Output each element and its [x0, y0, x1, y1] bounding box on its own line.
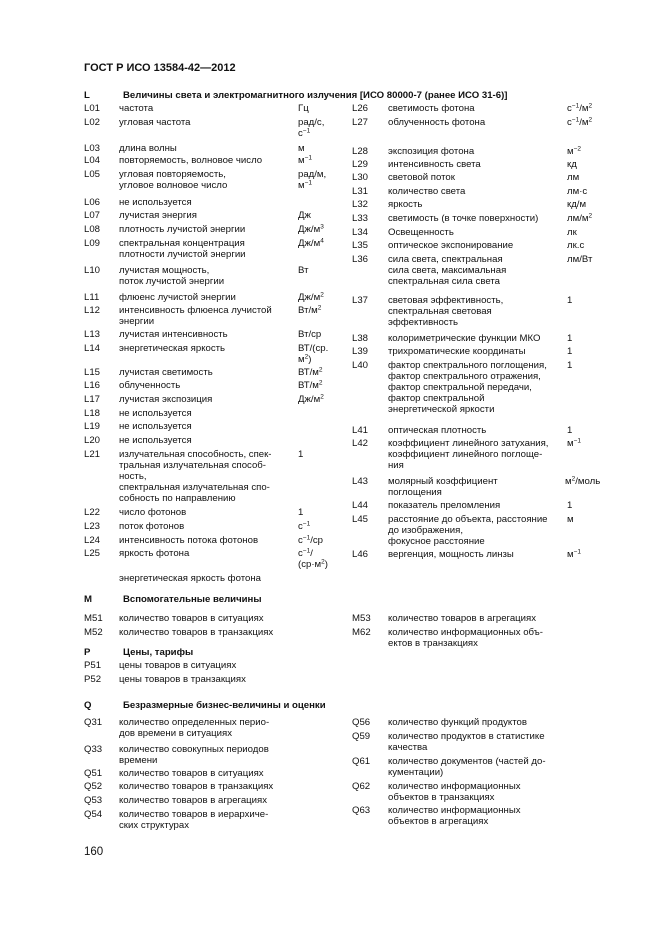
row-name: ность,: [119, 471, 147, 482]
row-code: L08: [84, 224, 101, 235]
row-name: угловое волновое число: [119, 180, 228, 191]
row-code: L23: [84, 521, 101, 532]
row-unit: $Дж/м^4$: [298, 237, 324, 249]
row-name: фактор спектрального поглощения,: [388, 360, 547, 371]
row-name: количество информационных объ-: [388, 627, 543, 638]
row-name: количество информационных: [388, 805, 521, 816]
row-code: L25: [84, 548, 101, 559]
row-unit: $м^{-1}$: [298, 179, 313, 191]
row-unit: ВТ/(ср.: [298, 343, 329, 354]
row-name: лучистая интенсивность: [119, 329, 228, 340]
row-name: ния: [388, 460, 404, 471]
row-unit: кд: [567, 159, 577, 170]
row-code: L30: [352, 172, 369, 183]
row-code: L36: [352, 254, 369, 265]
row-code: L15: [84, 367, 101, 378]
row-name: световая эффективность,: [388, 295, 504, 306]
row-name: дов времени в ситуациях: [119, 728, 233, 739]
row-unit: $Дж/м^2$: [298, 393, 324, 405]
row-code: L12: [84, 305, 101, 316]
row-code: L43: [352, 476, 369, 487]
row-name: количество информационных: [388, 781, 521, 792]
row-unit: $с^{-1}/$: [298, 547, 313, 559]
row-name: спектральная концентрация: [119, 238, 245, 249]
row-name: оптическая плотность: [388, 425, 487, 436]
row-name: сила света, спектральная: [388, 254, 503, 265]
row-name: облученность фотона: [388, 117, 486, 128]
row-unit: 1: [567, 425, 573, 436]
row-code: L04: [84, 155, 101, 166]
row-name: флюенс лучистой энергии: [119, 292, 236, 303]
row-code: L21: [84, 449, 101, 460]
row-code: Q63: [352, 805, 371, 816]
row-unit: 1: [567, 360, 573, 371]
row-unit: $(ср\cdot м^2)$: [298, 558, 328, 570]
row-unit: Гц: [298, 103, 309, 114]
row-unit: $с^{-1}$: [298, 520, 311, 532]
row-name: энергетическая яркость фотона: [119, 573, 261, 584]
section-P-letter: P: [84, 647, 91, 658]
row-name: яркость фотона: [119, 548, 190, 559]
row-name: кументации): [388, 767, 444, 778]
row-name: яркость: [388, 199, 423, 210]
row-unit: $м^{-1}$: [298, 154, 313, 166]
row-name: количество товаров в транзакциях: [119, 781, 274, 792]
row-unit: рад/с,: [298, 117, 325, 128]
row-code: Q54: [84, 809, 103, 820]
row-unit: лк.с: [567, 240, 585, 251]
row-code: Q62: [352, 781, 371, 792]
row-code: M51: [84, 613, 103, 624]
row-code: L14: [84, 343, 101, 354]
row-unit: $м^{-2}$: [567, 145, 582, 157]
row-name: спектральная сила света: [388, 276, 500, 287]
row-unit: $м^2$/моль: [565, 475, 601, 487]
row-unit: м: [567, 514, 574, 525]
row-unit: Дж: [298, 210, 311, 221]
row-name: ектов в транзакциях: [388, 638, 478, 649]
row-name: количество функций продуктов: [388, 717, 527, 728]
row-unit: рад/м,: [298, 169, 327, 180]
row-unit: Вт/ср: [298, 329, 322, 340]
row-name: лучистая энергия: [119, 210, 197, 221]
row-name: количество товаров в ситуациях: [119, 613, 264, 624]
row-name: ских структурах: [119, 820, 189, 831]
row-name: цены товаров в ситуациях: [119, 660, 237, 671]
row-name: объектов в агрегациях: [388, 816, 489, 827]
row-code: L37: [352, 295, 369, 306]
row-name: не используется: [119, 408, 192, 419]
row-unit: кд/м: [567, 199, 587, 210]
row-name: до изображения,: [388, 525, 464, 536]
row-code: L26: [352, 103, 369, 114]
row-code: L17: [84, 394, 101, 405]
row-name: количество света: [388, 186, 466, 197]
row-unit: $лм/м^2$: [567, 212, 593, 224]
row-name: трихроматические координаты: [388, 346, 526, 357]
row-name: количество товаров в транзакциях: [119, 627, 274, 638]
row-name: Освещенность: [388, 227, 454, 238]
row-unit: лм·с: [567, 186, 588, 197]
row-code: L07: [84, 210, 101, 221]
row-name: плотности лучистой энергии: [119, 249, 246, 260]
row-unit: $м^{-1}$: [567, 548, 582, 560]
row-unit: 1: [567, 295, 573, 306]
row-unit: $ВТ/м^2$: [298, 366, 323, 378]
row-name: коэффициент линейного затухания,: [388, 438, 549, 449]
row-name: угловая повторяемость,: [119, 169, 226, 180]
row-code: L44: [352, 500, 369, 511]
row-name: фактор спектральной передачи,: [388, 382, 532, 393]
row-name: качества: [388, 742, 428, 753]
row-unit: $м^{-1}$: [567, 437, 582, 449]
row-code: L45: [352, 514, 369, 525]
row-code: Q61: [352, 756, 371, 767]
row-unit: 1: [567, 500, 573, 511]
row-name: спектральная излучательная спо-: [119, 482, 270, 493]
row-code: L19: [84, 421, 101, 432]
section-Q-title: Безразмерные бизнес-величины и оценки: [123, 700, 326, 711]
row-name: светимость фотона: [388, 103, 475, 114]
row-code: L33: [352, 213, 369, 224]
row-name: число фотонов: [119, 507, 187, 518]
row-name: фактор спектральной: [388, 393, 485, 404]
row-name: не используется: [119, 197, 192, 208]
row-code: L11: [84, 292, 100, 303]
row-name: не используется: [119, 421, 192, 432]
row-code: L22: [84, 507, 101, 518]
row-code: L46: [352, 549, 369, 560]
row-unit: $Дж/м^3$: [298, 223, 324, 235]
row-name: времени: [119, 755, 158, 766]
row-code: Q59: [352, 731, 371, 742]
row-code: L24: [84, 535, 101, 546]
row-name: цены товаров в транзакциях: [119, 674, 246, 685]
row-name: колориметрические функции МКО: [388, 333, 541, 344]
row-code: L35: [352, 240, 369, 251]
row-unit: $Вт/м^2$: [298, 304, 322, 316]
row-code: L20: [84, 435, 101, 446]
row-name: количество документов (частей до-: [388, 756, 546, 767]
row-name: эффективность: [388, 317, 458, 328]
row-name: количество определенных перио-: [119, 717, 270, 728]
row-code: M52: [84, 627, 103, 638]
row-unit: лм/Вт: [567, 254, 593, 265]
section-L-letter: L: [84, 90, 90, 101]
row-name: лучистая светимость: [119, 367, 213, 378]
row-name: коэффициент линейного поглоще-: [388, 449, 543, 460]
row-name: количество товаров в иерархиче-: [119, 809, 269, 820]
row-name: количество товаров в агрегациях: [388, 613, 537, 624]
row-name: лучистая мощность,: [119, 265, 210, 276]
row-unit: 1: [567, 333, 573, 344]
row-code: L29: [352, 159, 369, 170]
row-name: плотность лучистой энергии: [119, 224, 246, 235]
row-code: L41: [352, 425, 369, 436]
row-name: частота: [119, 103, 154, 114]
row-unit: $с^{-1}/ср$: [298, 534, 324, 546]
section-M-letter: M: [84, 594, 92, 605]
row-name: энергии: [119, 316, 155, 327]
row-code: P51: [84, 660, 102, 671]
row-name: поток лучистой энергии: [119, 276, 225, 287]
row-name: объектов в транзакциях: [388, 792, 495, 803]
row-code: Q52: [84, 781, 103, 792]
row-name: фокусное расстояние: [388, 536, 485, 547]
row-name: поглощения: [388, 487, 442, 498]
row-name: показатель преломления: [388, 500, 501, 511]
row-code: L42: [352, 438, 369, 449]
row-code: L06: [84, 197, 101, 208]
row-name: повторяемость, волновое число: [119, 155, 263, 166]
row-unit: $с^{-1}/м^2$: [567, 102, 593, 114]
row-name: интенсивность потока фотонов: [119, 535, 259, 546]
row-name: экспозиция фотона: [388, 146, 475, 157]
row-code: L01: [84, 103, 101, 114]
row-name: количество продуктов в статистике: [388, 731, 545, 742]
row-name: количество совокупных периодов: [119, 744, 269, 755]
row-name: сила света, максимальная: [388, 265, 507, 276]
row-code: L10: [84, 265, 101, 276]
row-name: молярный коэффициент: [388, 476, 498, 487]
row-unit: $с^{-1}/м^2$: [567, 116, 593, 128]
section-M-title: Вспомогательные величины: [123, 594, 262, 605]
row-name: спектральная световая: [388, 306, 492, 317]
row-code: Q31: [84, 717, 103, 728]
row-unit: $ВТ/м^2$: [298, 379, 323, 391]
row-code: P52: [84, 674, 102, 685]
row-unit: $Дж/м^2$: [298, 291, 324, 303]
row-name: количество товаров в ситуациях: [119, 768, 264, 779]
row-unit: лк: [567, 227, 577, 238]
row-name: облученность: [119, 380, 181, 391]
row-code: L28: [352, 146, 369, 157]
row-name: излучательная способность, спек-: [119, 449, 272, 460]
row-code: Q51: [84, 768, 103, 779]
row-name: собность по направлению: [119, 493, 236, 504]
row-code: L39: [352, 346, 369, 357]
row-code: L18: [84, 408, 101, 419]
row-name: длина волны: [119, 143, 177, 154]
row-code: L31: [352, 186, 369, 197]
row-code: Q33: [84, 744, 103, 755]
row-name: лучистая экспозиция: [119, 394, 213, 405]
row-unit: $м^2$): [298, 353, 312, 365]
row-code: L05: [84, 169, 101, 180]
row-code: L03: [84, 143, 101, 154]
row-unit: 1: [298, 449, 304, 460]
row-name: энергетической яркости: [388, 404, 495, 415]
row-code: L40: [352, 360, 369, 371]
row-name: интенсивность света: [388, 159, 481, 170]
row-unit: м: [298, 143, 305, 154]
row-code: L02: [84, 117, 101, 128]
row-code: L16: [84, 380, 101, 391]
row-code: Q53: [84, 795, 103, 806]
row-unit: $с^{-1}$: [298, 127, 311, 139]
row-unit: 1: [298, 507, 304, 518]
row-code: L13: [84, 329, 101, 340]
row-name: вергенция, мощность линзы: [388, 549, 514, 560]
row-name: световой поток: [388, 172, 455, 183]
section-Q-letter: Q: [84, 700, 92, 711]
document-header: ГОСТ Р ИСО 13584-42—2012: [84, 62, 236, 74]
row-name: интенсивность флюенса лучистой: [119, 305, 272, 316]
row-code: L38: [352, 333, 369, 344]
row-name: поток фотонов: [119, 521, 185, 532]
section-P-title: Цены, тарифы: [123, 647, 194, 658]
row-unit: лм: [567, 172, 580, 183]
row-name: оптическое экспонирование: [388, 240, 514, 251]
row-name: не используется: [119, 435, 192, 446]
row-code: Q56: [352, 717, 371, 728]
section-L-title: Величины света и электромагнитного излучения [ИСО 80000-7 (ранее ИСО 31-6)]: [123, 90, 508, 101]
row-name: количество товаров в агрегациях: [119, 795, 268, 806]
row-code: L34: [352, 227, 369, 238]
row-name: фактор спектрального отражения,: [388, 371, 541, 382]
row-name: светимость (в точке поверхности): [388, 213, 539, 224]
row-unit: Вт: [298, 265, 309, 276]
row-code: L32: [352, 199, 369, 210]
page-number: 160: [84, 846, 104, 858]
row-unit: 1: [567, 346, 573, 357]
row-name: энергетическая яркость: [119, 343, 226, 354]
row-code: L09: [84, 238, 101, 249]
row-code: L27: [352, 117, 369, 128]
row-name: тральная излучательная способ-: [119, 460, 266, 471]
row-code: M53: [352, 613, 371, 624]
row-code: M62: [352, 627, 371, 638]
row-name: угловая частота: [119, 117, 191, 128]
row-name: расстояние до объекта, расстояние: [388, 514, 548, 525]
